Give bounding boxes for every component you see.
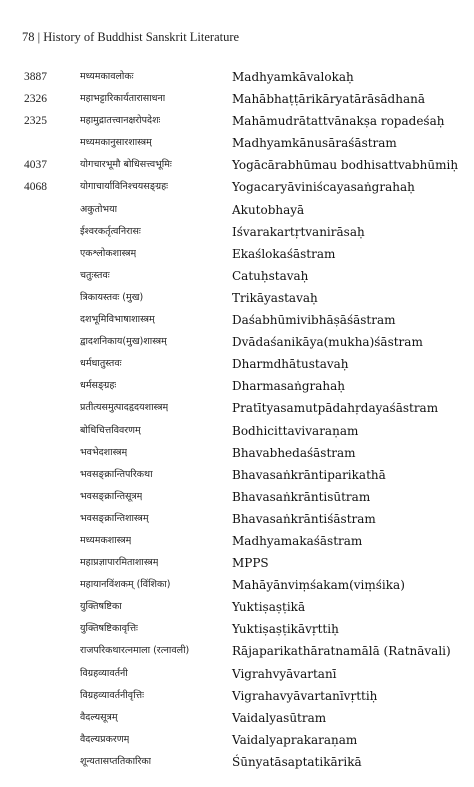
entry-row [0,110,474,132]
entry-devanagari-title: भवसङ्क्रान्तिशास्त्रम् [80,512,149,524]
entry-devanagari-title: युक्तिषष्टिका [80,601,122,613]
entry-row [0,442,474,464]
entry-devanagari-title: बोधिचित्तविवरणम् [80,424,141,436]
entry-row [0,420,474,442]
entry-romanized-title: Vaidalyaprakaraṇam [232,732,358,747]
entry-devanagari-title: मध्यमकशास्त्रम् [80,534,132,546]
entry-row [0,199,474,221]
entry-devanagari-title: महामुद्रातत्त्वानक्षरोपदेशः [80,115,161,127]
entry-devanagari-title: महाप्रज्ञापारमिताशास्त्रम् [80,557,159,569]
entry-devanagari-title: त्रिकायस्तवः (मुख) [80,291,144,303]
entry-row [0,751,474,773]
entry-number: 4068 [24,181,47,194]
entry-romanized-title: Akutobhayā [232,202,305,217]
entry-romanized-title: Mahāyānviṃśakam(viṃśika) [232,578,405,593]
entry-romanized-title: Yogacaryāviniścayasaṅgrahaḥ [232,180,415,195]
entry-devanagari-title: ईश्वरकर्तृत्वनिरासः [80,225,141,237]
entry-romanized-title: Mahābhaṭṭārikāryatārāsādhanā [232,92,425,107]
entry-devanagari-title: महायानविंशकम् (विंशिका) [80,579,171,591]
entry-romanized-title: Bodhicittavivaraṇam [232,423,359,438]
entry-devanagari-title: प्रतीत्यसमुत्पादहृदयशास्त्रम् [80,402,169,414]
entry-devanagari-title: विग्रहव्यावर्तनी [80,667,128,679]
entry-row [0,707,474,729]
entry-number: 3887 [24,71,47,83]
entry-row [0,663,474,685]
entry-romanized-title: Ekaślokaśāstram [232,246,336,261]
entry-number: 2325 [24,115,47,128]
entry-row [0,552,474,574]
entry-romanized-title: Rājaparikathāratnamālā (Ratnāvali) [232,644,451,659]
entry-row [0,66,474,88]
entry-romanized-title: Bhavasaṅkrāntiparikathā [232,467,386,482]
entry-row [0,154,474,176]
entry-row [0,574,474,596]
entry-row [0,397,474,419]
entry-romanized-title: Iśvarakartṛtvanirāsaḥ [232,224,365,239]
entry-row [0,353,474,375]
entry-devanagari-title: राजपरिकथारत्नमाला (रत्नावली) [80,645,190,657]
entry-devanagari-title: चतुःस्तवः [80,269,110,281]
entry-romanized-title: Dharmdhātustavaḥ [232,357,349,372]
entry-devanagari-title: भवभेदशास्त्रम् [80,446,128,458]
entry-row [0,331,474,353]
entry-devanagari-title: योगचारभूमौ बोधिसत्त्वभूमिः [80,159,172,171]
entry-row [0,464,474,486]
entry-devanagari-title: शून्यतासप्ततिकारिका [80,755,152,767]
entry-row [0,508,474,530]
entry-number: 2326 [24,93,47,106]
entry-row [0,486,474,508]
entry-romanized-title: Mahāmudrātattvānakṣa ropadeśaḥ [232,114,445,129]
entry-romanized-title: Vaidalyasūtram [232,710,327,725]
entry-devanagari-title: दशभूमिविभाषाशास्त्रम् [80,314,155,326]
entry-devanagari-title: मध्यमकानुसारशास्त्रम् [80,137,152,149]
entry-romanized-title: Bhavasaṅkrāntisūtram [232,489,371,504]
entry-romanized-title: Pratītyasamutpādahṛdayaśāstram [232,401,439,416]
entry-romanized-title: Yogācārabhūmau bodhisattvabhūmiḥ [232,158,459,173]
entry-row [0,618,474,640]
entry-romanized-title: Daśabhūmivibhāṣāśāstram [232,313,396,328]
entry-number: 4037 [24,159,47,172]
entry-devanagari-title: वैदल्यसूत्रम् [80,711,118,723]
entry-romanized-title: Bhavasaṅkrāntiśāstram [232,511,376,526]
entry-row [0,287,474,309]
entry-romanized-title: Madhyamkāvalokaḥ [232,70,354,84]
entry-row [0,596,474,618]
entry-romanized-title: Madhyamakaśāstram [232,533,363,548]
entry-row [0,132,474,154]
entry-row [0,88,474,110]
entry-romanized-title: Trikāyastavaḥ [232,290,318,305]
entry-devanagari-title: भवसङ्क्रान्तिसूत्रम् [80,490,143,502]
entry-row [0,729,474,751]
entry-row [0,243,474,265]
entry-romanized-title: Madhyamkānusāraśāstram [232,136,397,151]
entry-devanagari-title: मध्यमकावलोकः [80,71,134,82]
entry-row [0,530,474,552]
entry-romanized-title: Śūnyatāsaptatikārikā [232,754,362,769]
entry-devanagari-title: योगाचार्याविनिश्चयसङ्ग्रहः [80,181,169,193]
entry-devanagari-title: द्वादशनिकाय(मुख)शास्त्रम् [80,336,167,348]
entry-row [0,375,474,397]
entry-romanized-title: Dharmasaṅgrahaḥ [232,379,345,394]
entry-devanagari-title: धर्मधातुस्तवः [80,358,122,370]
entry-row [0,265,474,287]
entry-romanized-title: Vigrahavyāvartanīvṛttiḥ [232,688,378,703]
entry-romanized-title: Catuḥstavaḥ [232,268,309,283]
entry-row [0,685,474,707]
entry-romanized-title: Yuktiṣaṣṭikāvṛttiḥ [232,622,339,637]
entry-row [0,640,474,662]
entry-list [0,66,474,773]
entry-romanized-title: Yuktiṣaṣṭikā [232,600,306,615]
entry-romanized-title: Bhavabhedaśāstram [232,445,356,460]
entry-devanagari-title: भवसङ्क्रान्तिपरिकथा [80,468,153,480]
entry-devanagari-title: विग्रहव्यावर्तनीवृत्तिः [80,689,145,701]
entry-devanagari-title: महाभट्टारिकार्यतारासाधना [80,93,166,105]
running-head: 78 | History of Buddhist Sanskrit Literature [22,30,240,44]
entry-devanagari-title: एकश्लोकशास्त्रम् [80,247,137,259]
entry-row [0,309,474,331]
entry-devanagari-title: धर्मसङ्ग्रहः [80,380,117,392]
entry-romanized-title: MPPS [232,556,269,571]
entry-romanized-title: Dvādaśanikāya(mukha)śāstram [232,335,423,350]
entry-devanagari-title: अकुतोभया [80,203,118,215]
entry-romanized-title: Vigrahvyāvartanī [232,666,337,681]
entry-devanagari-title: वैदल्यप्रकरणम् [80,733,130,745]
entry-row [0,176,474,198]
entry-devanagari-title: युक्तिषष्टिकावृत्तिः [80,623,138,635]
entry-row [0,221,474,243]
